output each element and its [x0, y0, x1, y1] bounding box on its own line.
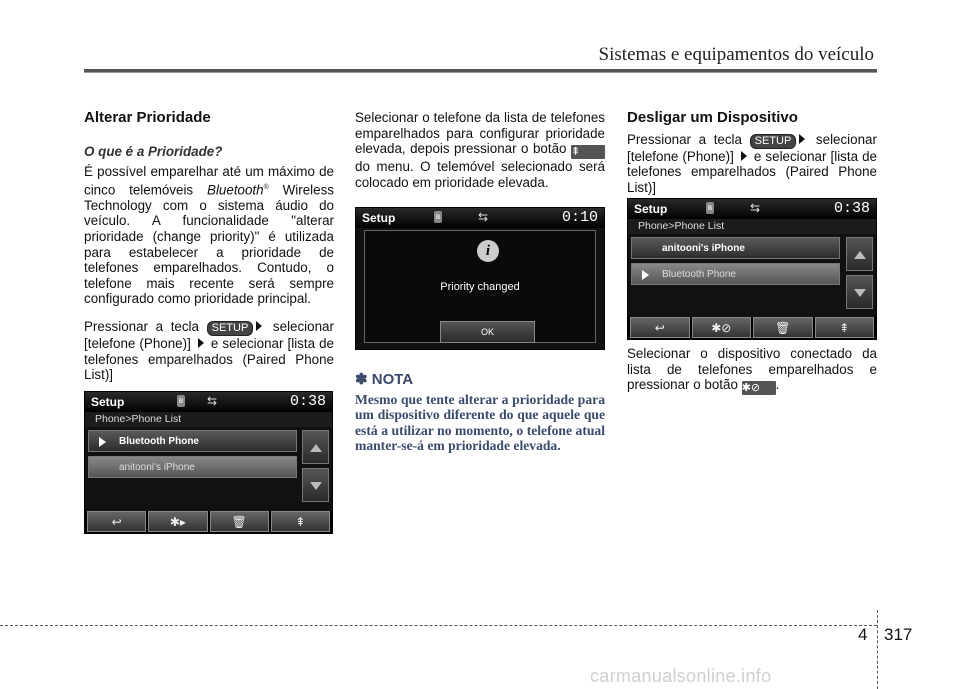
- screen-status-bar: [85, 392, 332, 412]
- info-icon: i: [477, 240, 499, 262]
- screen-breadcrumb: Phone>Phone List: [628, 219, 876, 234]
- screen-paired-phone-list-1: [84, 391, 333, 534]
- nota-block: [355, 366, 605, 454]
- arrow-right-icon: [198, 338, 204, 348]
- bluetooth-connect-button[interactable]: ✱▸: [148, 511, 207, 532]
- bluetooth-icon: ʙ: [178, 396, 184, 405]
- arrow-right-icon: [256, 321, 262, 331]
- scroll-down-button[interactable]: [302, 468, 329, 502]
- screen-paired-phone-list-2: [627, 198, 877, 340]
- instruction-open-paired-list-2: Pressionar a tecla SETUP selecionar [telefone (Phone)] e selecionar [lista de telefones emparelhados (Paired Phone List)]: [627, 131, 877, 195]
- watermark: carmanualsonline.info: [590, 666, 772, 686]
- scroll-down-button[interactable]: [846, 275, 873, 309]
- screen-title: Setup: [634, 202, 668, 216]
- screen-toolbar: [628, 317, 876, 339]
- usb-icon: ⇆: [478, 210, 489, 224]
- bluetooth-icon: ʙ: [435, 212, 441, 221]
- screen-clock: 0:38: [833, 200, 870, 217]
- priority-description: É possível emparelhar até um máximo de cinco telemóveis Bluetooth® Wireless Technology com o sistema áudio do veículo. A funcionalidade "alterar prioridade (change priority)" é utilizada para estabelecer a prioridade de telefones emparelhados. Contudo, o telefone mais recente será sempre configurado como prioridade principal.: [84, 164, 334, 307]
- column-middle: [355, 110, 605, 202]
- priority-dialog: [364, 230, 596, 343]
- bluetooth-disconnect-icon: ✱⊘: [742, 381, 776, 395]
- back-button[interactable]: ↩: [630, 317, 690, 338]
- screen-toolbar: [85, 511, 332, 533]
- page-header-title: Sistemas e equipamentos do veículo: [598, 44, 874, 65]
- footer-divider: [877, 610, 878, 689]
- back-button[interactable]: ↩: [87, 511, 146, 532]
- nota-body: Mesmo que tente alterar a prioridade para um dispositivo diferente do que aquele que está a utilizar no momento, o telefone atual manter-se-á em prioridade elevada.: [355, 391, 605, 454]
- screen-clock: 0:10: [561, 209, 598, 226]
- instruction-disconnect: Selecionar o dispositivo conectado da lista de telefones emparelhados e pressionar o botão ✱⊘ .: [627, 346, 877, 395]
- arrow-right-icon: [741, 151, 747, 161]
- usb-icon: ⇆: [207, 394, 218, 408]
- bluetooth-icon: ʙ: [707, 203, 713, 212]
- column-left: [84, 110, 334, 395]
- dialog-message: Priority changed: [440, 281, 520, 293]
- setup-key-icon: SETUP: [750, 134, 797, 149]
- screen-clock: 0:38: [289, 393, 326, 410]
- list-item-anitooni-iphone[interactable]: anitooni's iPhone: [88, 456, 297, 478]
- registered-mark: ®: [263, 183, 269, 191]
- screen-status-bar: [628, 199, 876, 219]
- priority-button[interactable]: ⇞: [271, 511, 330, 532]
- ok-button[interactable]: OK: [440, 321, 535, 343]
- priority-button[interactable]: ⇞: [815, 317, 875, 338]
- delete-button[interactable]: 🗑: [753, 317, 813, 338]
- subheading-what-is-priority: O que é a Prioridade?: [84, 143, 223, 159]
- instruction-set-priority: Selecionar o telefone da lista de telefones emparelhados para configurar prioridade elevada, depois pressionar o botão ⇞ do menu. O telemóvel selecionado será colocado em prioridade elevada.: [355, 110, 605, 190]
- list-item-bluetooth-phone[interactable]: Bluetooth Phone: [88, 430, 297, 452]
- page-number: 317: [884, 625, 913, 644]
- chapter-number: 4: [858, 625, 868, 644]
- priority-button-icon: ⇞: [571, 145, 605, 159]
- arrow-right-icon: [799, 134, 805, 144]
- list-item-bluetooth-phone[interactable]: Bluetooth Phone: [631, 263, 840, 285]
- bluetooth-disconnect-button[interactable]: ✱⊘: [692, 317, 752, 338]
- header-rule-thin: [84, 72, 877, 73]
- footer-rule: [0, 625, 877, 626]
- usb-icon: ⇆: [750, 201, 761, 215]
- bluetooth-brand: Bluetooth: [207, 182, 264, 198]
- list-item-anitooni-iphone[interactable]: anitooni's iPhone: [631, 237, 840, 259]
- screen-breadcrumb: Phone>Phone List: [85, 412, 332, 427]
- column-right: [627, 110, 877, 207]
- nota-title: ✽ NOTA: [355, 371, 414, 388]
- play-icon: [99, 437, 106, 447]
- instruction-open-paired-list: Pressionar a tecla SETUP selecionar [telefone (Phone)] e selecionar [lista de telefones emparelhados (Paired Phone List)]: [84, 319, 334, 383]
- screen-title: Setup: [362, 211, 396, 225]
- screen-priority-changed: [355, 207, 605, 350]
- section-heading-desligar: Desligar um Dispositivo: [627, 109, 798, 126]
- setup-key-icon: SETUP: [207, 321, 254, 336]
- scroll-up-button[interactable]: [846, 237, 873, 271]
- delete-button[interactable]: 🗑: [210, 511, 269, 532]
- play-icon: [642, 270, 649, 280]
- screen-title: Setup: [91, 395, 125, 409]
- section-heading-alterar-prioridade: Alterar Prioridade: [84, 109, 211, 126]
- scroll-up-button[interactable]: [302, 430, 329, 464]
- screen-status-bar: [356, 208, 604, 228]
